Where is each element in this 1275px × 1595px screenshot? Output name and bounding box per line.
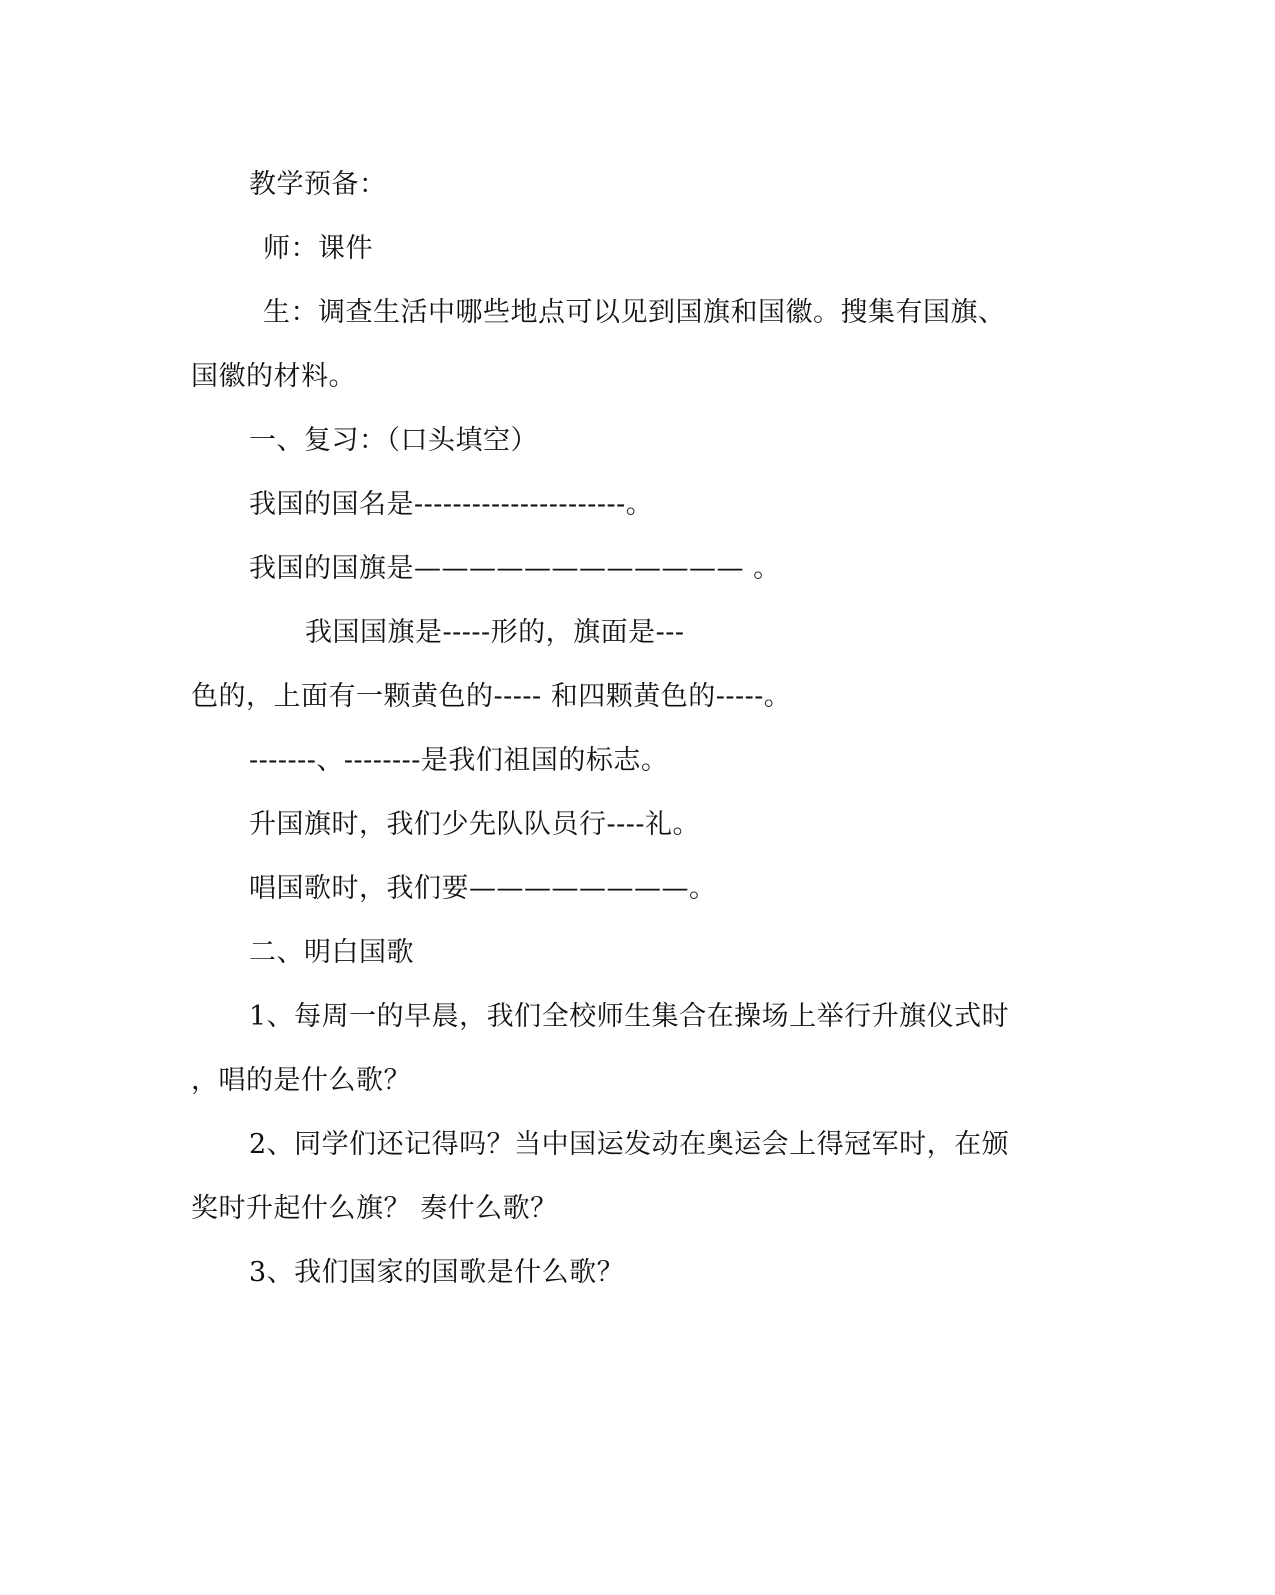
question-1-line-1: 1、每周一的早晨，我们全校师生集合在操场上举行升旗仪式时 <box>249 1001 1010 1032</box>
section-anthem-heading: 二、明白国歌 <box>249 937 414 968</box>
student-prep-line-2: 国徽的材料。 <box>191 361 356 392</box>
question-3: 3、我们国家的国歌是什么歌？ <box>249 1257 625 1288</box>
review-national-flag: 我国的国旗是———————————— 。 <box>249 553 781 584</box>
question-2-line-2: 奖时升起什么旗？ 奏什么歌？ <box>191 1193 558 1224</box>
question-1-line-2: ，唱的是什么歌？ <box>191 1065 411 1096</box>
review-salute: 升国旗时，我们少先队队员行----礼。 <box>249 809 700 840</box>
teacher-prep-line: 师：课件 <box>263 233 373 264</box>
review-symbols: -------、--------是我们祖国的标志。 <box>249 745 669 776</box>
review-flag-shape-line-1: 我国国旗是-----形的，旗面是--- <box>305 617 685 648</box>
student-prep-line-1: 生：调查生活中哪些地点可以见到国旗和国徽。搜集有国旗、 <box>263 297 1006 328</box>
review-flag-shape-line-2: 色的，上面有一颗黄色的----- 和四颗黄色的-----。 <box>191 681 792 712</box>
section-review-heading: 一、复习：（口头填空） <box>249 425 538 456</box>
review-anthem-singing: 唱国歌时，我们要————————。 <box>249 873 717 904</box>
review-country-name: 我国的国名是----------------------。 <box>249 489 654 520</box>
question-2-line-1: 2、同学们还记得吗？当中国运发动在奥运会上得冠军时，在颁 <box>249 1129 1010 1160</box>
heading-teaching-prep: 教学预备： <box>249 169 387 200</box>
